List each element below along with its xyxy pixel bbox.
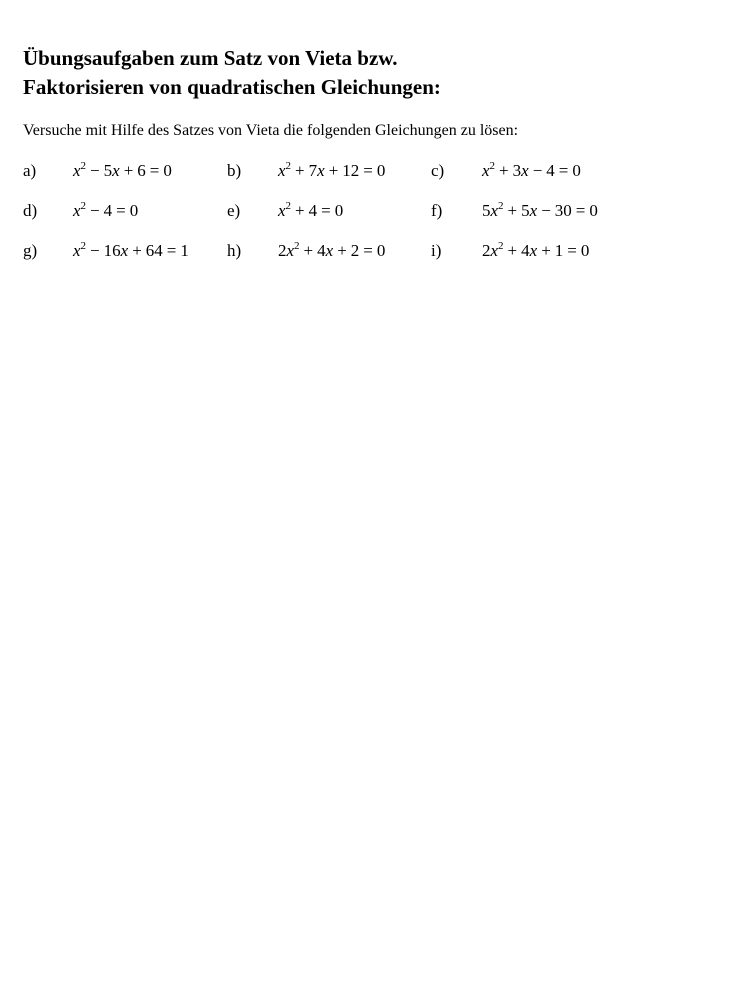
number: 0 <box>589 201 598 220</box>
number: 0 <box>334 201 344 220</box>
operator: = <box>575 201 586 220</box>
operator: = <box>149 161 160 180</box>
number: 2 <box>482 241 491 260</box>
exercise-row <box>23 200 713 240</box>
exercise-equation <box>73 200 138 222</box>
operator: = <box>321 201 331 220</box>
variable: x <box>490 241 499 260</box>
operator: + <box>123 161 134 180</box>
operator: = <box>567 241 577 260</box>
exponent: 2 <box>80 200 87 212</box>
number: 16 <box>103 241 121 260</box>
variable: x <box>73 201 81 220</box>
operator: + <box>303 241 314 260</box>
operator: + <box>337 241 347 260</box>
number: 5 <box>482 201 491 220</box>
exponent: 2 <box>80 240 87 252</box>
operator: = <box>558 161 569 180</box>
operator: = <box>116 201 126 220</box>
exercise-equation <box>278 240 385 262</box>
variable: x <box>73 161 81 180</box>
operator: + <box>541 241 551 260</box>
number: 5 <box>521 201 530 220</box>
number: 0 <box>376 241 386 260</box>
number: 0 <box>163 161 172 180</box>
exercise-label: d) <box>23 201 38 220</box>
number: 12 <box>342 161 360 180</box>
exercise-row <box>23 240 713 280</box>
exercise-row <box>23 160 713 200</box>
number: 4 <box>521 241 530 260</box>
variable: x <box>325 241 334 260</box>
variable: x <box>529 241 538 260</box>
page-title <box>23 44 713 102</box>
number: 1 <box>554 241 564 260</box>
exponent: 2 <box>498 200 504 212</box>
exercise-label: i) <box>431 241 442 260</box>
exercise-equation <box>278 160 385 182</box>
exponent: 2 <box>294 240 300 252</box>
worksheet <box>23 44 713 260</box>
number: 3 <box>512 161 522 180</box>
variable: x <box>317 161 325 180</box>
number: 64 <box>145 241 163 260</box>
operator: + <box>507 241 518 260</box>
exercise-equation <box>482 160 581 182</box>
variable: x <box>490 201 499 220</box>
variable: x <box>120 241 129 260</box>
exponent: 2 <box>498 240 504 252</box>
variable: x <box>278 201 286 220</box>
number: 0 <box>572 161 581 180</box>
operator: − <box>541 201 551 220</box>
exercise-label: c) <box>431 161 445 180</box>
title-line-2: Faktorisieren von quadratischen Gleichungen: <box>23 75 441 99</box>
exercise-label: e) <box>227 201 241 220</box>
variable: x <box>278 161 286 180</box>
exponent: 2 <box>285 200 292 212</box>
operator: = <box>363 161 373 180</box>
variable: x <box>482 161 490 180</box>
number: 0 <box>129 201 139 220</box>
variable: x <box>521 161 529 180</box>
number: 4 <box>546 161 555 180</box>
number: 4 <box>103 201 113 220</box>
exercise-label: b) <box>227 161 242 180</box>
operator: + <box>499 161 509 180</box>
number: 0 <box>376 161 386 180</box>
exercise-label: g) <box>23 241 38 260</box>
instructions-text: Versuche mit Hilfe des Satzes von Vieta die folgenden Gleichungen zu lösen: <box>23 122 519 139</box>
variable: x <box>73 241 81 260</box>
variable: x <box>112 161 120 180</box>
operator: = <box>166 241 177 260</box>
number: 7 <box>308 161 318 180</box>
operator: + <box>328 161 339 180</box>
number: 2 <box>278 241 287 260</box>
number: 4 <box>308 201 318 220</box>
exercise-equation <box>482 240 589 262</box>
operator: + <box>295 201 305 220</box>
operator: − <box>90 161 100 180</box>
number: 4 <box>317 241 326 260</box>
operator: = <box>363 241 373 260</box>
variable: x <box>529 201 538 220</box>
number: 0 <box>580 241 590 260</box>
exponent: 2 <box>489 160 496 172</box>
exercise-equation <box>482 200 598 222</box>
number: 5 <box>103 161 113 180</box>
number: 2 <box>350 241 360 260</box>
exercise-equation <box>73 160 172 182</box>
variable: x <box>286 241 295 260</box>
exercise-equation <box>278 200 343 222</box>
exercise-label: f) <box>431 201 443 220</box>
operator: + <box>132 241 142 260</box>
operator: − <box>90 241 100 260</box>
operator: + <box>507 201 518 220</box>
exercise-label: a) <box>23 161 37 180</box>
operator: − <box>90 201 100 220</box>
operator: + <box>295 161 305 180</box>
operator: − <box>532 161 543 180</box>
title-line-1: Übungsaufgaben zum Satz von Vieta bzw. <box>23 46 398 70</box>
exponent: 2 <box>80 160 87 172</box>
exercise-label: h) <box>227 241 242 260</box>
exercise-grid <box>23 160 713 280</box>
number: 6 <box>137 161 146 180</box>
exponent: 2 <box>285 160 292 172</box>
number: 1 <box>180 241 189 260</box>
number: 30 <box>554 201 572 220</box>
exercise-equation <box>73 240 189 262</box>
